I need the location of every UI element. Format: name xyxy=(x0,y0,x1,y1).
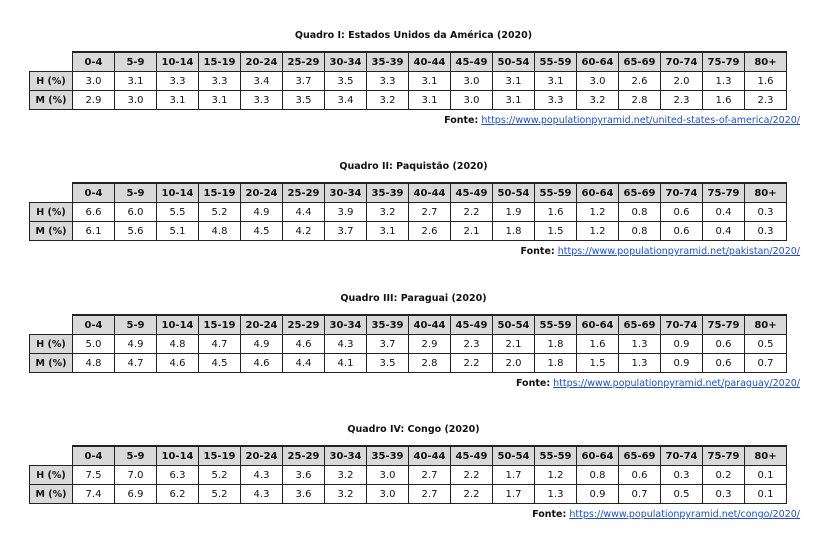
source-label: Fonte: xyxy=(520,246,555,257)
quadro-block xyxy=(0,160,827,260)
value-cell: 2.2 xyxy=(451,466,493,485)
age-group-header: 50-54 xyxy=(493,183,535,203)
value-cell: 2.9 xyxy=(409,335,451,354)
value-cell: 0.5 xyxy=(745,335,787,354)
value-cell: 0.9 xyxy=(661,335,703,354)
population-table xyxy=(29,445,787,504)
age-group-header: 25-29 xyxy=(283,183,325,203)
value-cell: 5.0 xyxy=(73,335,115,354)
value-cell: 3.0 xyxy=(73,72,115,91)
age-group-header: 55-59 xyxy=(535,52,577,72)
age-group-header: 75-79 xyxy=(703,446,745,466)
value-cell: 1.6 xyxy=(703,91,745,110)
value-cell: 3.0 xyxy=(451,72,493,91)
age-group-header: 0-4 xyxy=(73,183,115,203)
value-cell: 5.2 xyxy=(199,485,241,504)
header-row xyxy=(30,446,787,466)
age-group-header: 40-44 xyxy=(409,315,451,335)
age-group-header: 60-64 xyxy=(577,315,619,335)
corner-cell xyxy=(30,183,73,203)
row-homens xyxy=(30,203,787,222)
value-cell: 5.1 xyxy=(157,222,199,241)
value-cell: 5.2 xyxy=(199,203,241,222)
age-group-header: 75-79 xyxy=(703,183,745,203)
value-cell: 0.6 xyxy=(703,335,745,354)
value-cell: 0.3 xyxy=(745,203,787,222)
quadro-title: Quadro III: Paraguai (2020) xyxy=(340,293,487,304)
age-group-header: 50-54 xyxy=(493,315,535,335)
value-cell: 0.5 xyxy=(661,485,703,504)
age-group-header: 40-44 xyxy=(409,52,451,72)
value-cell: 2.2 xyxy=(451,203,493,222)
age-group-header: 45-49 xyxy=(451,183,493,203)
age-group-header: 65-69 xyxy=(619,183,661,203)
value-cell: 3.1 xyxy=(493,91,535,110)
age-group-header: 80+ xyxy=(745,315,787,335)
source-line xyxy=(516,378,800,390)
row-mulheres xyxy=(30,354,787,373)
population-table xyxy=(29,314,787,373)
value-cell: 4.4 xyxy=(283,354,325,373)
value-cell: 3.1 xyxy=(367,222,409,241)
value-cell: 2.2 xyxy=(451,354,493,373)
value-cell: 3.3 xyxy=(367,72,409,91)
value-cell: 1.2 xyxy=(577,222,619,241)
age-group-header: 45-49 xyxy=(451,52,493,72)
value-cell: 0.6 xyxy=(703,354,745,373)
value-cell: 3.1 xyxy=(493,72,535,91)
quadro-block xyxy=(0,292,827,392)
value-cell: 3.0 xyxy=(367,466,409,485)
quadro-title: Quadro II: Paquistão (2020) xyxy=(339,161,488,172)
value-cell: 3.7 xyxy=(367,335,409,354)
age-group-header: 40-44 xyxy=(409,446,451,466)
quadro-block xyxy=(0,423,827,523)
corner-cell xyxy=(30,52,73,72)
row-label: H (%) xyxy=(30,203,73,222)
age-group-header: 75-79 xyxy=(703,315,745,335)
value-cell: 3.0 xyxy=(367,485,409,504)
value-cell: 1.9 xyxy=(493,203,535,222)
value-cell: 1.8 xyxy=(535,335,577,354)
corner-cell xyxy=(30,446,73,466)
age-group-header: 10-14 xyxy=(157,315,199,335)
value-cell: 4.3 xyxy=(241,485,283,504)
age-group-header: 35-39 xyxy=(367,183,409,203)
value-cell: 3.1 xyxy=(409,72,451,91)
row-mulheres xyxy=(30,485,787,504)
age-group-header: 20-24 xyxy=(241,52,283,72)
value-cell: 1.6 xyxy=(745,72,787,91)
value-cell: 1.6 xyxy=(535,203,577,222)
value-cell: 6.2 xyxy=(157,485,199,504)
source-label: Fonte: xyxy=(515,378,551,389)
age-group-header: 5-9 xyxy=(115,315,157,335)
value-cell: 4.9 xyxy=(241,203,283,222)
value-cell: 0.6 xyxy=(661,222,703,241)
quadro-block xyxy=(0,29,827,129)
value-cell: 0.9 xyxy=(661,354,703,373)
source-link[interactable]: https://www.populationpyramid.net/paraguay/2020/ xyxy=(553,378,800,389)
header-row xyxy=(30,52,787,72)
header-row xyxy=(30,315,787,335)
quadro-title: Quadro IV: Congo (2020) xyxy=(347,424,480,435)
header-row xyxy=(30,183,787,203)
row-label: M (%) xyxy=(30,222,73,241)
value-cell: 1.5 xyxy=(577,354,619,373)
value-cell: 3.1 xyxy=(199,91,241,110)
value-cell: 3.2 xyxy=(325,466,367,485)
age-group-header: 60-64 xyxy=(577,446,619,466)
value-cell: 1.6 xyxy=(577,335,619,354)
value-cell: 3.3 xyxy=(535,91,577,110)
value-cell: 3.2 xyxy=(367,203,409,222)
age-group-header: 30-34 xyxy=(325,183,367,203)
age-group-header: 25-29 xyxy=(283,315,325,335)
value-cell: 1.2 xyxy=(535,466,577,485)
value-cell: 2.8 xyxy=(619,91,661,110)
value-cell: 1.3 xyxy=(703,72,745,91)
value-cell: 3.5 xyxy=(283,91,325,110)
value-cell: 0.4 xyxy=(703,203,745,222)
age-group-header: 0-4 xyxy=(73,315,115,335)
value-cell: 0.9 xyxy=(577,485,619,504)
age-group-header: 55-59 xyxy=(535,183,577,203)
age-group-header: 15-19 xyxy=(199,183,241,203)
value-cell: 3.7 xyxy=(283,72,325,91)
age-group-header: 65-69 xyxy=(619,52,661,72)
value-cell: 2.6 xyxy=(619,72,661,91)
age-group-header: 15-19 xyxy=(199,446,241,466)
value-cell: 2.2 xyxy=(451,485,493,504)
value-cell: 0.8 xyxy=(619,203,661,222)
row-label: M (%) xyxy=(30,91,73,110)
value-cell: 6.9 xyxy=(115,485,157,504)
age-group-header: 50-54 xyxy=(493,52,535,72)
row-label: M (%) xyxy=(30,485,73,504)
value-cell: 0.3 xyxy=(745,222,787,241)
value-cell: 0.8 xyxy=(577,466,619,485)
value-cell: 4.7 xyxy=(115,354,157,373)
age-group-header: 10-14 xyxy=(157,446,199,466)
value-cell: 3.3 xyxy=(199,72,241,91)
value-cell: 0.6 xyxy=(619,466,661,485)
age-group-header: 20-24 xyxy=(241,315,283,335)
value-cell: 6.0 xyxy=(115,203,157,222)
value-cell: 4.5 xyxy=(199,354,241,373)
value-cell: 2.1 xyxy=(493,335,535,354)
value-cell: 3.1 xyxy=(115,72,157,91)
value-cell: 4.8 xyxy=(199,222,241,241)
source-label: Fonte: xyxy=(444,115,479,126)
age-group-header: 65-69 xyxy=(619,315,661,335)
age-group-header: 80+ xyxy=(745,183,787,203)
value-cell: 3.1 xyxy=(157,91,199,110)
value-cell: 1.7 xyxy=(493,485,535,504)
age-group-header: 30-34 xyxy=(325,446,367,466)
value-cell: 3.5 xyxy=(367,354,409,373)
age-group-header: 0-4 xyxy=(73,446,115,466)
age-group-header: 55-59 xyxy=(535,446,577,466)
value-cell: 0.7 xyxy=(745,354,787,373)
value-cell: 3.2 xyxy=(577,91,619,110)
value-cell: 3.0 xyxy=(577,72,619,91)
age-group-header: 5-9 xyxy=(115,183,157,203)
value-cell: 1.3 xyxy=(619,354,661,373)
value-cell: 4.6 xyxy=(241,354,283,373)
age-group-header: 15-19 xyxy=(199,52,241,72)
quadro-title: Quadro I: Estados Unidos da América (2020) xyxy=(294,30,533,41)
age-group-header: 30-34 xyxy=(325,52,367,72)
value-cell: 2.7 xyxy=(409,203,451,222)
value-cell: 0.6 xyxy=(661,203,703,222)
value-cell: 2.7 xyxy=(409,466,451,485)
value-cell: 3.3 xyxy=(157,72,199,91)
row-mulheres xyxy=(30,91,787,110)
value-cell: 2.8 xyxy=(409,354,451,373)
value-cell: 0.3 xyxy=(661,466,703,485)
value-cell: 1.7 xyxy=(493,466,535,485)
value-cell: 0.7 xyxy=(619,485,661,504)
age-group-header: 60-64 xyxy=(577,183,619,203)
value-cell: 4.8 xyxy=(157,335,199,354)
age-group-header: 40-44 xyxy=(409,183,451,203)
value-cell: 5.2 xyxy=(199,466,241,485)
value-cell: 1.3 xyxy=(535,485,577,504)
value-cell: 3.2 xyxy=(325,485,367,504)
age-group-header: 25-29 xyxy=(283,52,325,72)
value-cell: 5.5 xyxy=(157,203,199,222)
value-cell: 5.6 xyxy=(115,222,157,241)
value-cell: 2.9 xyxy=(73,91,115,110)
value-cell: 0.8 xyxy=(619,222,661,241)
value-cell: 1.8 xyxy=(493,222,535,241)
row-label: H (%) xyxy=(30,335,73,354)
value-cell: 6.3 xyxy=(157,466,199,485)
age-group-header: 30-34 xyxy=(325,315,367,335)
age-group-header: 55-59 xyxy=(535,315,577,335)
value-cell: 2.3 xyxy=(661,91,703,110)
value-cell: 3.4 xyxy=(241,72,283,91)
value-cell: 4.9 xyxy=(241,335,283,354)
source-link[interactable]: https://www.populationpyramid.net/united-states-of-america/2020/ xyxy=(481,115,800,126)
source-line xyxy=(532,509,800,521)
age-group-header: 0-4 xyxy=(73,52,115,72)
value-cell: 3.0 xyxy=(115,91,157,110)
value-cell: 4.1 xyxy=(325,354,367,373)
row-mulheres xyxy=(30,222,787,241)
age-group-header: 45-49 xyxy=(451,315,493,335)
value-cell: 3.5 xyxy=(325,72,367,91)
value-cell: 3.2 xyxy=(367,91,409,110)
age-group-header: 45-49 xyxy=(451,446,493,466)
source-link[interactable]: https://www.populationpyramid.net/pakistan/2020/ xyxy=(557,246,800,257)
value-cell: 3.4 xyxy=(325,91,367,110)
value-cell: 4.6 xyxy=(283,335,325,354)
age-group-header: 50-54 xyxy=(493,446,535,466)
population-table xyxy=(29,51,787,110)
value-cell: 3.1 xyxy=(409,91,451,110)
value-cell: 4.3 xyxy=(241,466,283,485)
age-group-header: 5-9 xyxy=(115,52,157,72)
value-cell: 3.3 xyxy=(241,91,283,110)
value-cell: 1.8 xyxy=(535,354,577,373)
value-cell: 4.8 xyxy=(73,354,115,373)
value-cell: 0.3 xyxy=(703,485,745,504)
value-cell: 3.7 xyxy=(325,222,367,241)
value-cell: 4.6 xyxy=(157,354,199,373)
value-cell: 7.4 xyxy=(73,485,115,504)
age-group-header: 80+ xyxy=(745,52,787,72)
value-cell: 4.9 xyxy=(115,335,157,354)
age-group-header: 70-74 xyxy=(661,183,703,203)
value-cell: 0.2 xyxy=(703,466,745,485)
value-cell: 0.1 xyxy=(745,466,787,485)
value-cell: 3.9 xyxy=(325,203,367,222)
age-group-header: 70-74 xyxy=(661,315,703,335)
source-line xyxy=(521,246,800,258)
value-cell: 2.0 xyxy=(493,354,535,373)
age-group-header: 10-14 xyxy=(157,183,199,203)
age-group-header: 35-39 xyxy=(367,446,409,466)
value-cell: 2.7 xyxy=(409,485,451,504)
value-cell: 7.0 xyxy=(115,466,157,485)
value-cell: 0.1 xyxy=(745,485,787,504)
value-cell: 3.6 xyxy=(283,485,325,504)
age-group-header: 5-9 xyxy=(115,446,157,466)
source-line xyxy=(444,115,800,127)
value-cell: 1.3 xyxy=(619,335,661,354)
age-group-header: 35-39 xyxy=(367,52,409,72)
value-cell: 4.4 xyxy=(283,203,325,222)
value-cell: 3.1 xyxy=(535,72,577,91)
age-group-header: 35-39 xyxy=(367,315,409,335)
value-cell: 2.6 xyxy=(409,222,451,241)
age-group-header: 60-64 xyxy=(577,52,619,72)
value-cell: 6.6 xyxy=(73,203,115,222)
value-cell: 3.0 xyxy=(451,91,493,110)
age-group-header: 75-79 xyxy=(703,52,745,72)
age-group-header: 65-69 xyxy=(619,446,661,466)
value-cell: 2.3 xyxy=(451,335,493,354)
population-table xyxy=(29,182,787,241)
value-cell: 7.5 xyxy=(73,466,115,485)
value-cell: 4.2 xyxy=(283,222,325,241)
value-cell: 3.6 xyxy=(283,466,325,485)
value-cell: 6.1 xyxy=(73,222,115,241)
age-group-header: 25-29 xyxy=(283,446,325,466)
row-label: H (%) xyxy=(30,466,73,485)
age-group-header: 20-24 xyxy=(241,446,283,466)
value-cell: 2.3 xyxy=(745,91,787,110)
value-cell: 4.7 xyxy=(199,335,241,354)
corner-cell xyxy=(30,315,73,335)
age-group-header: 10-14 xyxy=(157,52,199,72)
row-label: M (%) xyxy=(30,354,73,373)
value-cell: 4.5 xyxy=(241,222,283,241)
age-group-header: 70-74 xyxy=(661,446,703,466)
value-cell: 4.3 xyxy=(325,335,367,354)
value-cell: 2.1 xyxy=(451,222,493,241)
row-label: H (%) xyxy=(30,72,73,91)
value-cell: 0.4 xyxy=(703,222,745,241)
age-group-header: 20-24 xyxy=(241,183,283,203)
row-homens xyxy=(30,72,787,91)
age-group-header: 70-74 xyxy=(661,52,703,72)
source-link[interactable]: https://www.populationpyramid.net/congo/2020/ xyxy=(569,509,800,520)
source-label: Fonte: xyxy=(532,509,567,520)
age-group-header: 15-19 xyxy=(199,315,241,335)
value-cell: 2.0 xyxy=(661,72,703,91)
row-homens xyxy=(30,466,787,485)
age-group-header: 80+ xyxy=(745,446,787,466)
value-cell: 1.5 xyxy=(535,222,577,241)
row-homens xyxy=(30,335,787,354)
value-cell: 1.2 xyxy=(577,203,619,222)
